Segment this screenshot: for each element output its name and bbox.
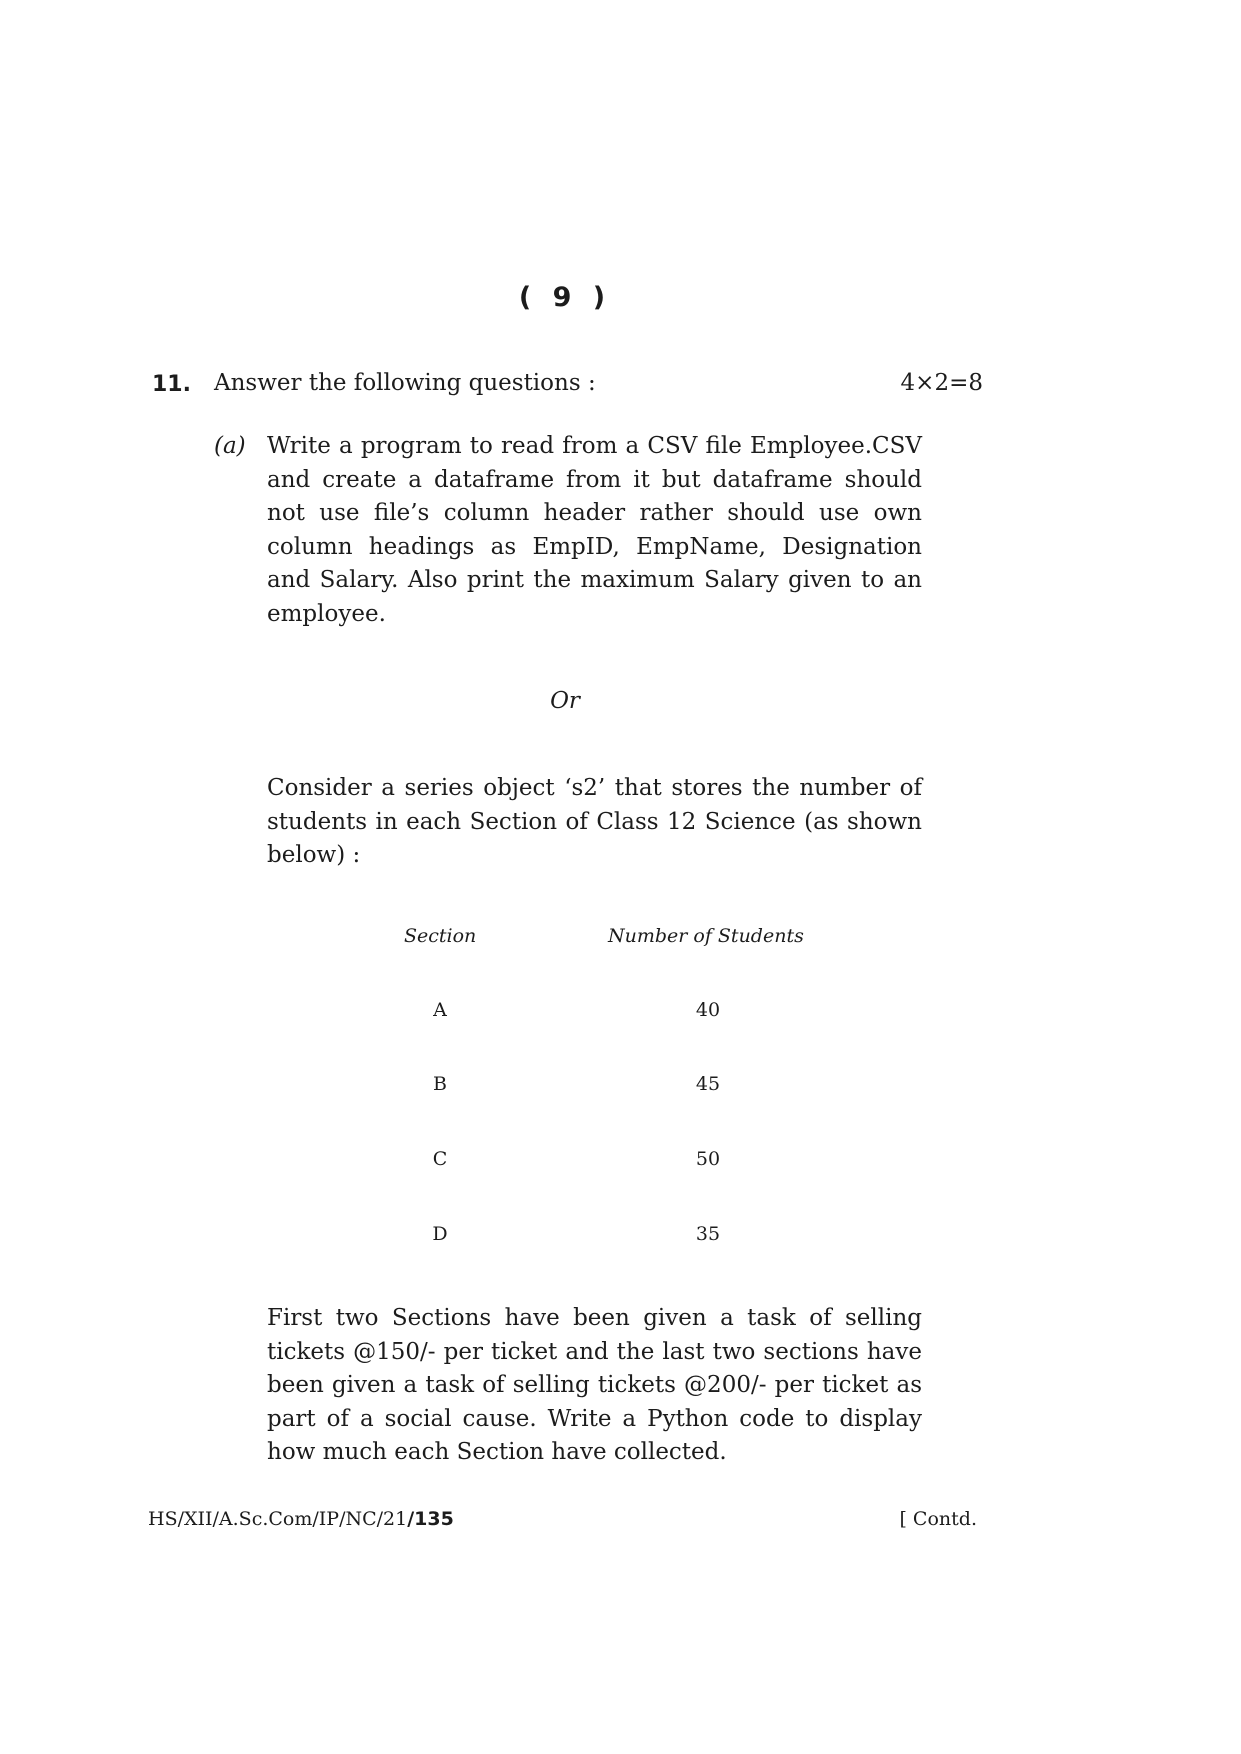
table-cell-students: 50: [695, 1148, 721, 1170]
table-cell-section: A: [433, 999, 447, 1021]
table-cell-students: 35: [695, 1223, 721, 1245]
part-a-text: Write a program to read from a CSV file Employee.CSV and create a dataframe from it but dataframe should not use file’s column header rather should use own column headings as EmpID, EmpName, Designation and Salary. Also print the maximum Salary given to an employee.: [267, 433, 922, 627]
question-marks: 4×2=8: [900, 370, 983, 396]
part-a-label: (a): [214, 433, 246, 459]
table-cell-section: C: [432, 1148, 448, 1170]
alternative-intro: Consider a series object ‘s2’ that stores the number of students in each Section of Class 12 Science (as shown below) :: [267, 775, 922, 868]
table-header-students: Number of Students: [608, 925, 804, 947]
table-cell-students: 45: [695, 1073, 721, 1095]
table-header-section: Section: [404, 925, 477, 947]
table-cell-students: 40: [695, 999, 721, 1021]
or-separator: Or: [550, 688, 580, 714]
footer-code-suffix: /135: [407, 1508, 454, 1530]
footer-code-prefix: HS/XII/A.Sc.Com/IP/NC/21: [148, 1508, 408, 1530]
table-cell-section: B: [433, 1073, 447, 1095]
question-text: Answer the following questions :: [214, 370, 596, 396]
table-cell-section: D: [432, 1223, 448, 1245]
footer-code: [148, 1508, 454, 1530]
alternative-task: First two Sections have been given a task of selling tickets @150/- per ticket and the last two sections have been given a task of selling tickets @200/- per ticket as part of a social cause. Write a Python code to display how much each Section have collected.: [267, 1305, 922, 1465]
footer-contd: [ Contd.: [899, 1508, 977, 1530]
question-number: 11.: [152, 372, 191, 397]
page-number: ( 9 ): [518, 282, 612, 313]
